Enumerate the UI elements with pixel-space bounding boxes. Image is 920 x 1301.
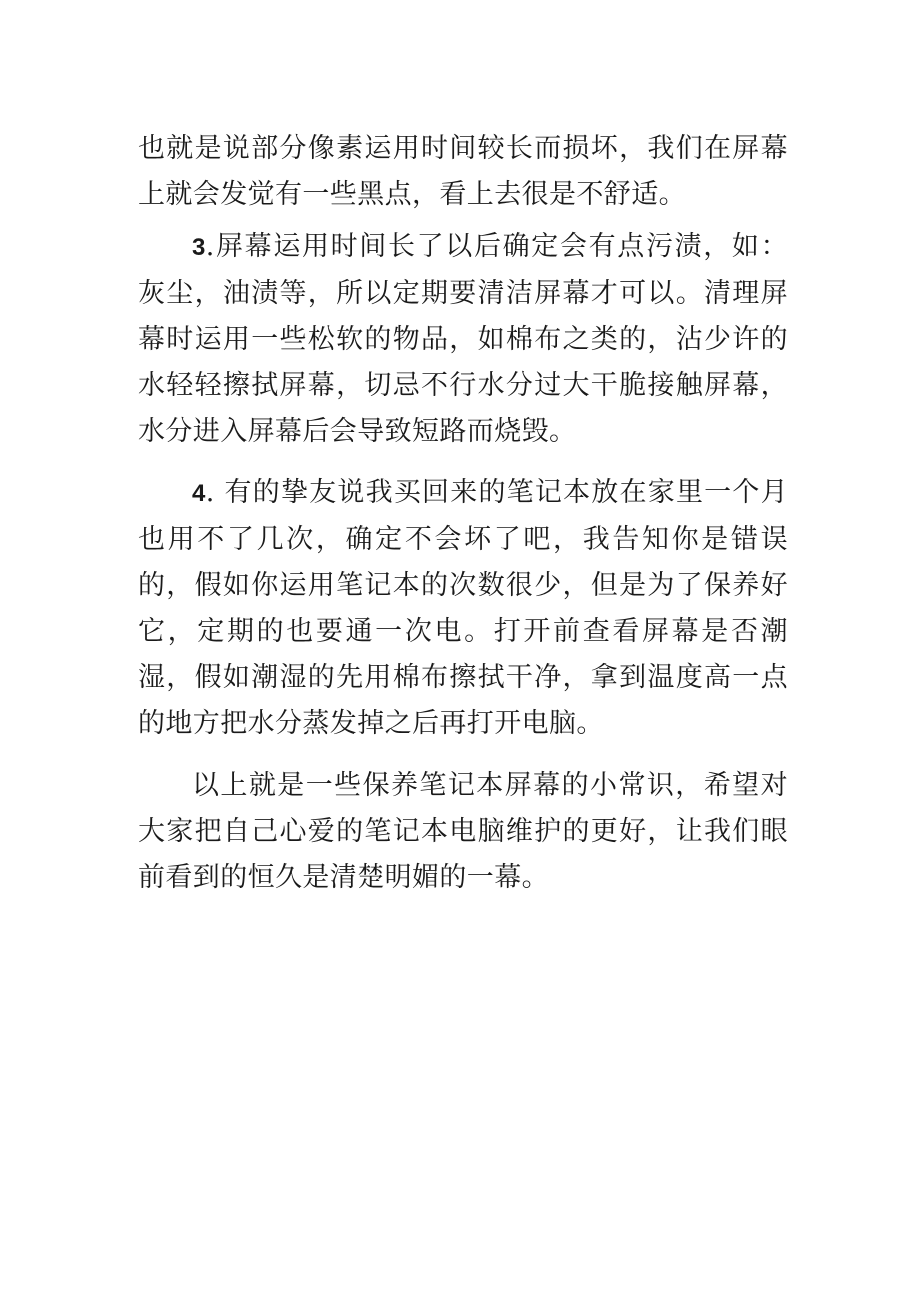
paragraph-continuation: 也就是说部分像素运用时间较长而损坏，我们在屏幕上就会发觉有一些黑点，看上去很是不舒适。 bbox=[138, 133, 788, 210]
item-4-number: 4 bbox=[192, 480, 206, 507]
item-4-paragraph bbox=[138, 470, 788, 747]
item-4-text: . 有的挚友说我买回来的笔记本放在家里一个月也用不了几次，确定不会坏了吧，我告知你是错误的，假如你运用笔记本的次数很少，但是为了保养好它，定期的也要通一次电。打开前查看屏幕是否潮湿，假如潮湿的先用棉布擦拭干净，拿到温度高一点的地方把水分蒸发掉之后再打开电脑。 bbox=[138, 477, 788, 739]
item-3-number: 3 bbox=[192, 234, 206, 261]
item-3-text: .屏幕运用时间长了以后确定会有点污渍，如：灰尘，油渍等，所以定期要清洁屏幕才可以。清理屏幕时运用一些松软的物品，如棉布之类的，沾少许的水轻轻擦拭屏幕，切忌不行水分过大干脆接触屏幕，水分进入屏幕后会导致短路而烧毁。 bbox=[138, 231, 788, 447]
closing-paragraph: 以上就是一些保养笔记本屏幕的小常识，希望对大家把自己心爱的笔记本电脑维护的更好，让我们眼前看到的恒久是清楚明媚的一幕。 bbox=[138, 770, 788, 893]
item-3-paragraph bbox=[138, 224, 788, 455]
